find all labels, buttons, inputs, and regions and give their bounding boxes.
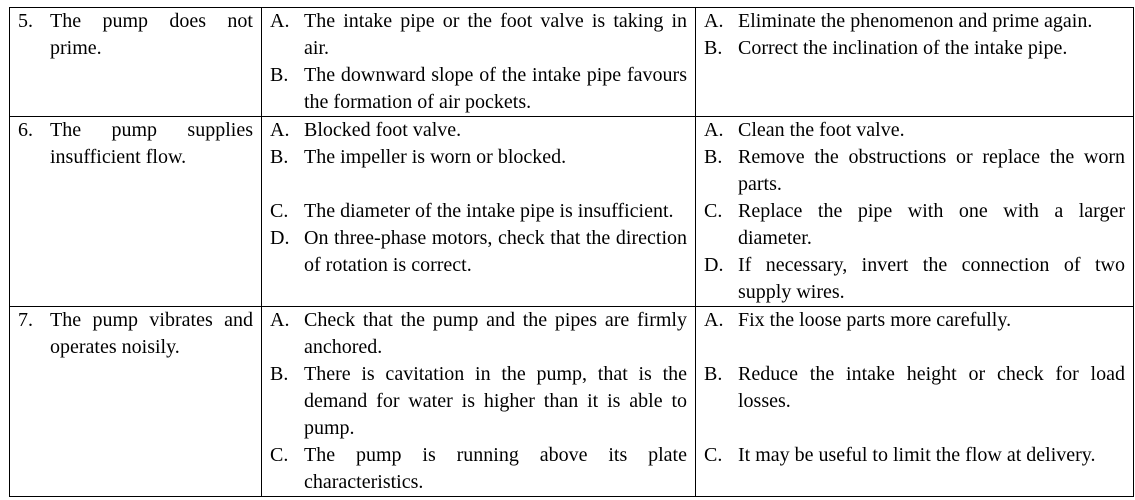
cause-text: The intake pipe or the foot valve is taking in air. [304, 10, 687, 59]
remedy-item [696, 198, 1133, 252]
cause-letter: B. [270, 64, 289, 86]
table-row [10, 307, 1134, 497]
cause-item [262, 117, 695, 144]
cause-text: Blocked foot valve. [304, 119, 462, 141]
cause-text: The impeller is worn or blocked. [304, 146, 567, 168]
cause-item [262, 198, 695, 225]
remedy-text: Eliminate the phenomenon and prime again. [738, 10, 1093, 32]
cause-item [262, 144, 695, 198]
cause-letter: C. [270, 200, 289, 222]
cause-item [262, 361, 695, 442]
remedy-letter: C. [704, 200, 723, 222]
remedy-cell [696, 8, 1134, 117]
remedy-text: If necessary, invert the connection of two supply wires. [738, 254, 1125, 303]
row-number: 7. [18, 309, 33, 331]
cause-letter: D. [270, 227, 290, 249]
cause-item [262, 8, 695, 62]
table-row [10, 117, 1134, 307]
remedy-item [696, 35, 1133, 62]
remedy-text: Replace the pipe with one with a larger diameter. [738, 200, 1125, 249]
row-number: 6. [18, 119, 33, 141]
problem-cell [10, 307, 262, 497]
cause-cell [262, 307, 696, 497]
cause-letter: A. [270, 119, 290, 141]
troubleshooting-table [9, 7, 1134, 497]
cause-text: There is cavitation in the pump, that is the demand for water is higher than it is able to pump. [304, 363, 687, 439]
remedy-item [696, 361, 1133, 442]
cause-text: The diameter of the intake pipe is insufficient. [304, 200, 674, 222]
cause-letter: A. [270, 10, 290, 32]
remedy-text: Reduce the intake height or check for load losses. [738, 363, 1125, 412]
remedy-item [696, 252, 1133, 306]
remedy-letter: D. [704, 254, 724, 276]
remedy-item [696, 144, 1133, 198]
remedy-letter: C. [704, 444, 723, 466]
cause-text: The downward slope of the intake pipe favours the formation of air pockets. [304, 64, 687, 113]
remedy-letter: A. [704, 309, 724, 331]
remedy-item [696, 8, 1133, 35]
cause-letter: B. [270, 146, 289, 168]
cause-text: On three-phase motors, check that the direction of rotation is correct. [304, 227, 687, 276]
cause-cell [262, 117, 696, 307]
remedy-item [696, 307, 1133, 361]
problem-text: The pump supplies insufficient flow. [50, 119, 253, 168]
table-row [10, 8, 1134, 117]
cause-item [262, 225, 695, 279]
cause-letter: B. [270, 363, 289, 385]
remedy-text: Remove the obstructions or replace the worn parts. [738, 146, 1125, 195]
remedy-letter: A. [704, 10, 724, 32]
remedy-item [696, 442, 1133, 469]
remedy-letter: B. [704, 37, 723, 59]
remedy-item [696, 117, 1133, 144]
cause-letter: A. [270, 309, 290, 331]
cause-text: The pump is running above its plate characteristics. [304, 444, 687, 493]
remedy-letter: B. [704, 146, 723, 168]
remedy-letter: A. [704, 119, 724, 141]
remedy-text: It may be useful to limit the flow at delivery. [738, 444, 1096, 466]
cause-letter: C. [270, 444, 289, 466]
problem-cell [10, 117, 262, 307]
problem-text: The pump vibrates and operates noisily. [50, 309, 253, 358]
cause-text: Check that the pump and the pipes are firmly anchored. [304, 309, 687, 358]
remedy-cell [696, 307, 1134, 497]
problem-cell [10, 8, 262, 117]
cause-item [262, 442, 695, 496]
remedy-text: Clean the foot valve. [738, 119, 905, 141]
cause-item [262, 307, 695, 361]
row-number: 5. [18, 10, 33, 32]
problem-text: The pump does not prime. [50, 10, 253, 59]
cause-item [262, 62, 695, 116]
cause-cell [262, 8, 696, 117]
remedy-letter: B. [704, 363, 723, 385]
remedy-cell [696, 117, 1134, 307]
remedy-text: Fix the loose parts more carefully. [738, 309, 1012, 331]
troubleshooting-table-container [9, 7, 1133, 497]
remedy-text: Correct the inclination of the intake pipe. [738, 37, 1068, 59]
